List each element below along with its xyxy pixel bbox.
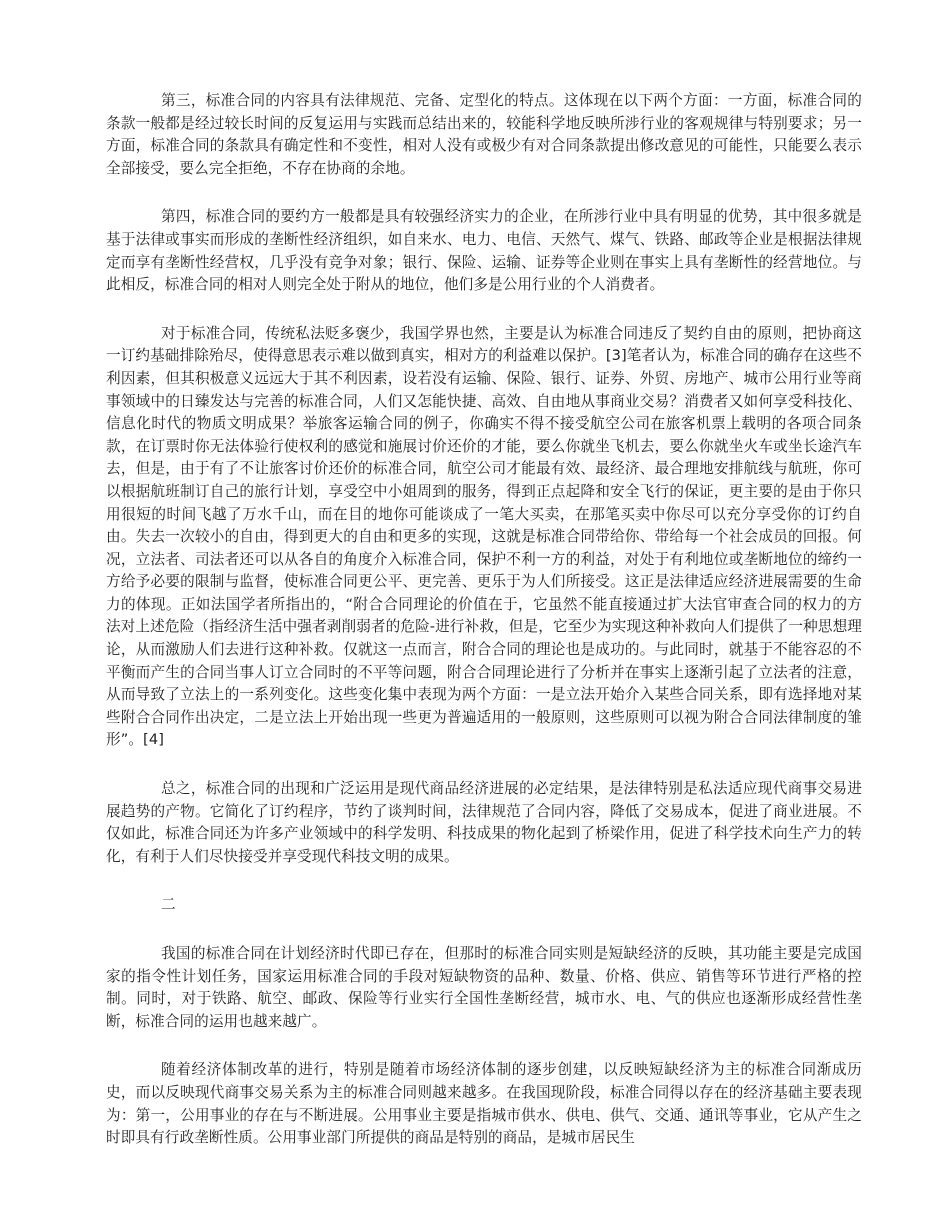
paragraph-fourth-feature: 第四，标准合同的要约方一般都是具有较强经济实力的企业，在所涉行业中具有明显的优势，其中很多就是基于法律或事实而形成的垄断性经济组织，如自来水、电力、电信、天然气、煤气、铁路、邮政等企业是根据法律规定而享有垄断性经营权，几乎没有竞争对象；银行、保险、运输、证券等企业则在事实上具有垄断性的经营地位。与此相反，标准合同的相对人则完全处于附从的地位，他们多是公用行业的个人消费者。 [106, 208, 862, 294]
section-heading: 二 [161, 896, 176, 914]
paragraph-planned-economy: 我国的标准合同在计划经济时代即已存在，但那时的标准合同实则是短缺经济的反映，其功能主要是完成国家的指令性计划任务，国家运用标准合同的手段对短缺物资的品种、数量、价格、供应、销售等环节进行严格的控制。同时，对于铁路、航空、邮政、保险等行业实行全国性垄断经营，城市水、电、气的供应也逐渐形成经营性垄断，标准合同的运用也越来越广。 [106, 945, 862, 1030]
paragraph-market-economy: 随着经济体制改革的进行，特别是随着市场经济体制的逐步创建，以反映短缺经济为主的标准合同渐成历史，而以反映现代商事交易关系为主的标准合同则越来越多。在我国现阶段，标准合同得以存在的经济基础主要表现为：第一，公用事业的存在与不断进展。公用事业主要是指城市供水、供电、供气、交通、通讯等事业，它从产生之时即具有行政垄断性质。公用事业部门所提供的商品是特别的商品，是城市居民生 [106, 1061, 862, 1147]
paragraph-summary: 总之，标准合同的出现和广泛运用是现代商品经济进展的必定结果，是法律特别是私法适应现代商事交易进展趋势的产物。它简化了订约程序，节约了谈判时间，法律规范了合同内容，降低了交易成本，促进了商业进展。不仅如此，标准合同还为许多产业领域中的科学发明、科技成果的物化起到了桥梁作用，促进了科学技术向生产力的转化，有利于人们尽快接受并享受现代科技文明的成果。 [106, 780, 862, 865]
paragraph-third-feature: 第三，标准合同的内容具有法律规范、完备、定型化的特点。这体现在以下两个方面：一方面，标准合同的条款一般都是经过较长时间的反复运用与实践而总结出来的，较能科学地反映所涉行业的客观规律与特别要求；另一方面，标准合同的条款具有确定性和不变性，相对人没有或极少有对合同条款提出修改意见的可能性，只能要么表示全部接受，要么完全拒绝，不存在协商的余地。 [106, 92, 862, 177]
document-page [106, 90, 862, 1176]
paragraph-evaluation: 对于标准合同，传统私法贬多褒少，我国学界也然，主要是认为标准合同违反了契约自由的原则，把协商这一订约基础排除殆尽，使得意思表示难以做到真实，相对方的利益难以保护。[3]笔者认为，标准合同的确存在这些不利因素，但其积极意义远远大于其不利因素，设若没有运输、保险、银行、证券、外贸、房地产、城市公用行业等商事领域中的日臻发达与完善的标准合同，人们又怎能快捷、高效、自由地从事商业交易？消费者又如何享受科技化、信息化时代的物质文明成果？举旅客运输合同的例子，你确实不得不接受航空公司在旅客机票上载明的各项合同条款，在订票时你无法体验行使权利的感觉和施展讨价还价的才能，要么你就坐飞机去，要么你就坐火车或坐长途汽车去，但是，由于有了不让旅客讨价还价的标准合同，航空公司才能最有效、最经济、最合理地安排航线与航班，你可以根据航班制订自己的旅行计划，享受空中小姐周到的服务，得到正点起降和安全飞行的保证，更主要的是由于你只用很短的时间飞越了万水千山，而在目的地你可能谈成了一笔大买卖，在那笔买卖中你尽可以充分享受你的订约自由。失去一次较小的自由，得到更大的自由和更多的实现，这就是标准合同带给你、带给每一个社会成员的回报。何况，立法者、司法者还可以从各自的角度介入标准合同，保护不利一方的利益，对处于有利地位或垄断地位的缔约一方给予必要的限制与监督，使标准合同更公平、更完善、更乐于为人们所接受。这正是法律适应经济进展需要的生命力的体现。正如法国学者所指出的，“附合合同理论的价值在于，它虽然不能直接通过扩大法官审查合同的权力的方法对上述危险（指经济生活中强者剥削弱者的危险-进行补救，但是，它至少为实现这种补救向人们提供了一种思想理论，从而激励人们去进行这种补救。仅就这一点而言，附合合同的理论也是成功的。与此同时，就基于不能容忍的不平衡而产生的合同当事人订立合同时的不平等问题，附合合同理论进行了分析并在事实上逐渐引起了立法者的注意，从而导致了立法上的一系列变化。这些变化集中表现为两个方面：一是立法开始介入某些合同关系，即有选择地对某些附合合同作出决定，二是立法上开始出现一些更为普遍适用的一般原则，这些原则可以视为附合合同法律制度的雏形”。[4] [106, 324, 862, 749]
